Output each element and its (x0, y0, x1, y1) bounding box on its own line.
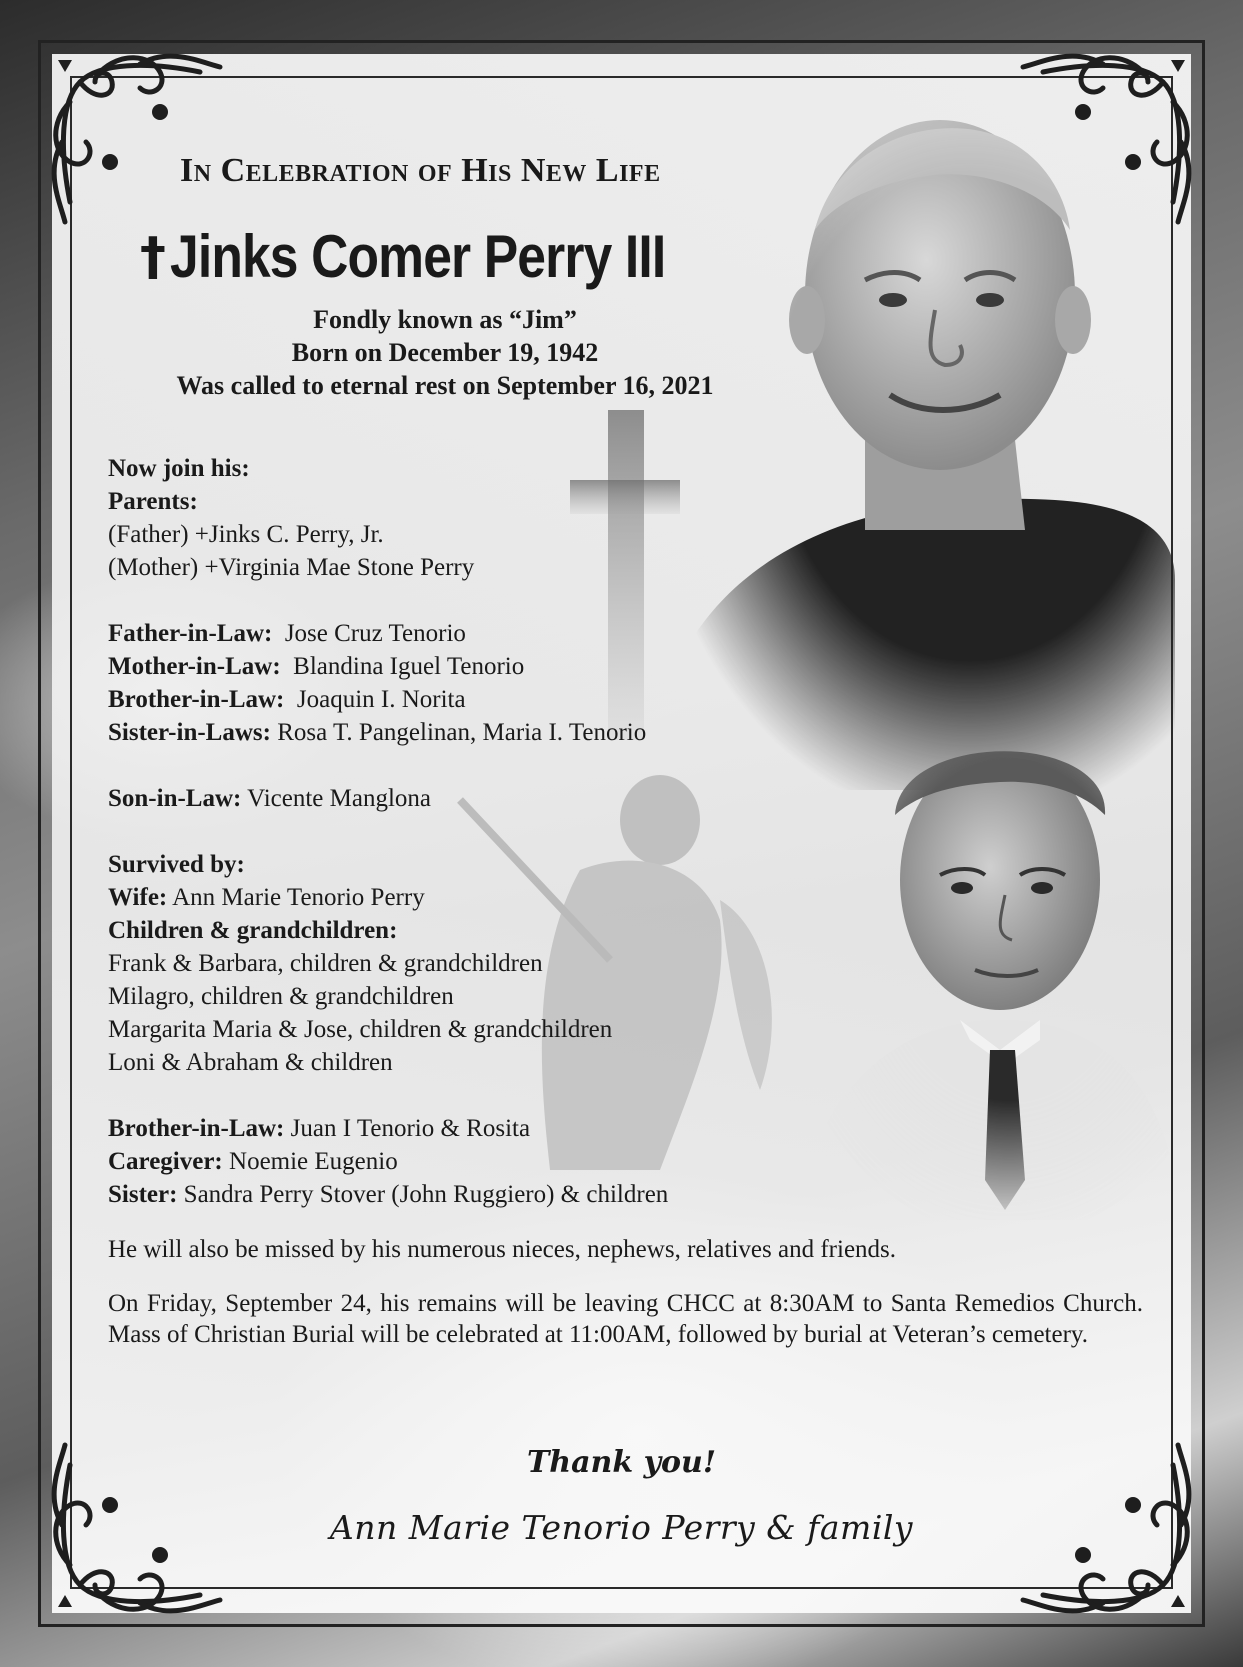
thank-you-text: Thank you! (526, 1445, 717, 1480)
known-as: Fondly known as “Jim” (313, 305, 577, 334)
relation-value: Sandra Perry Stover (John Ruggiero) & children (177, 1181, 669, 1208)
relation-value: Noemie Eugenio (222, 1148, 398, 1175)
obituary-body (108, 452, 1143, 1350)
relation-line (108, 1112, 1143, 1145)
survived-heading: Survived by: (108, 851, 245, 878)
relation-value: Rosa T. Pangelinan, Maria I. Tenorio (270, 719, 647, 746)
children-heading: Children & grandchildren: (108, 917, 398, 944)
relation-line (108, 650, 1143, 683)
relation-line (108, 716, 1143, 749)
relation-label: Father-in-Law: (108, 620, 273, 647)
relation-value: Blandina Iguel Tenorio (280, 653, 525, 680)
relation-label: Brother-in-Law: (108, 686, 285, 713)
relation-label: Son-in-Law: (108, 785, 242, 812)
mother-line: (Mother) +Virginia Mae Stone Perry (108, 554, 475, 581)
relation-value: Jose Cruz Tenorio (272, 620, 466, 647)
relation-value: Vicente Manglona (241, 785, 432, 812)
child-family-line: Margarita Maria & Jose, children & grandchildren (108, 1016, 613, 1043)
dates-block (130, 303, 760, 402)
relation-label: Caregiver: (108, 1148, 223, 1175)
service-details-paragraph: On Friday, September 24, his remains will be leaving CHCC at 8:30AM to Santa Remedios Church. Mass of Christian Burial will be celebrated at 11:00AM, followed by burial at Veteran’s cemetery. (108, 1290, 1143, 1348)
ornament-corner-top-left (40, 42, 230, 232)
deceased-name: Jinks Comer Perry III (170, 223, 666, 290)
child-family-line: Frank & Barbara, children & grandchildren (108, 950, 543, 977)
relation-line (108, 1178, 1143, 1211)
child-family-line: Loni & Abraham & children (108, 1049, 393, 1076)
relation-line (108, 617, 1143, 650)
name-line (140, 222, 746, 291)
son-in-law-line (108, 782, 1143, 815)
birth-date: Born on December 19, 1942 (291, 338, 599, 367)
relation-value: Ann Marie Tenorio Perry (167, 884, 425, 911)
child-family-line: Milagro, children & grandchildren (108, 983, 454, 1010)
celebration-heading: In Celebration of His New Life (180, 152, 661, 189)
father-line: (Father) +Jinks C. Perry, Jr. (108, 521, 384, 548)
relation-label: Sister-in-Laws: (108, 719, 271, 746)
relation-label: Brother-in-Law: (108, 1115, 285, 1142)
family-signature: Ann Marie Tenorio Perry & family (329, 1508, 914, 1547)
missed-by-paragraph: He will also be missed by his numerous nieces, nephews, relatives and friends. (108, 1236, 897, 1263)
relation-value: Joaquin I. Norita (284, 686, 466, 713)
now-join-heading: Now join his: (108, 455, 250, 482)
relation-label: Wife: (108, 884, 168, 911)
cross-icon: † (140, 226, 166, 287)
relation-line (108, 1145, 1143, 1178)
wife-line (108, 881, 1143, 914)
parents-label: Parents: (108, 488, 198, 515)
death-date: Was called to eternal rest on September 16, 2021 (176, 371, 714, 400)
relation-value: Juan I Tenorio & Rosita (284, 1115, 531, 1142)
relation-line (108, 683, 1143, 716)
relation-label: Sister: (108, 1181, 178, 1208)
relation-label: Mother-in-Law: (108, 653, 281, 680)
